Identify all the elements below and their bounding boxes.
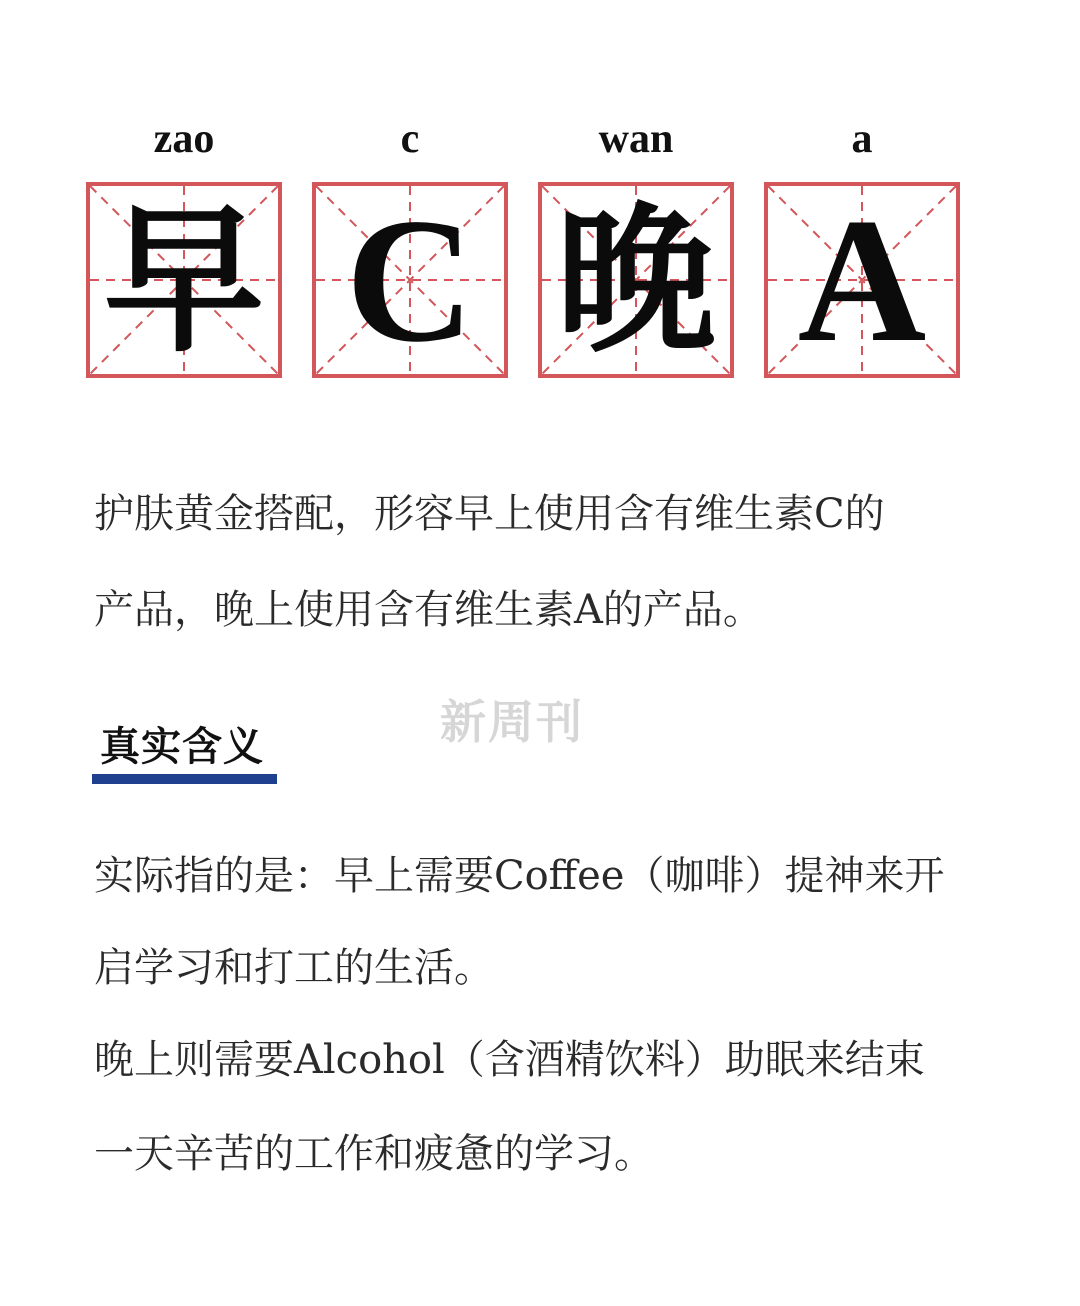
intro-line-1: 护肤黄金搭配，形容早上使用含有维生素C的 (94, 491, 885, 537)
pinyin-c: c (400, 116, 420, 162)
grid-char-wan: 晚 (555, 186, 716, 374)
section-heading: 真实含义 (100, 724, 264, 770)
grid-char-zao: 早 (103, 186, 264, 374)
pinyin-a: a (851, 116, 873, 162)
pinyin-zao: zao (153, 116, 215, 162)
pinyin-wan: wan (598, 116, 674, 162)
grid-box-zao (86, 182, 282, 378)
watermark-logo: 新周刊 (440, 695, 584, 749)
grid-box-a (764, 182, 960, 378)
meaning-line-4: 一天辛苦的工作和疲惫的学习。 (94, 1131, 654, 1177)
heading-underline (92, 774, 277, 784)
meaning-line-2: 启学习和打工的生活。 (94, 945, 494, 991)
grid-char-c: C (345, 181, 475, 379)
meaning-line-3: 晚上则需要Alcohol（含酒精饮料）助眠来结束 (94, 1037, 925, 1083)
intro-line-2: 产品，晚上使用含有维生素A的产品。 (94, 587, 763, 633)
grid-box-wan (538, 182, 734, 378)
meaning-line-1: 实际指的是：早上需要Coffee（咖啡）提神来开 (94, 853, 945, 899)
grid-char-a: A (797, 181, 927, 379)
grid-box-c (312, 182, 508, 378)
